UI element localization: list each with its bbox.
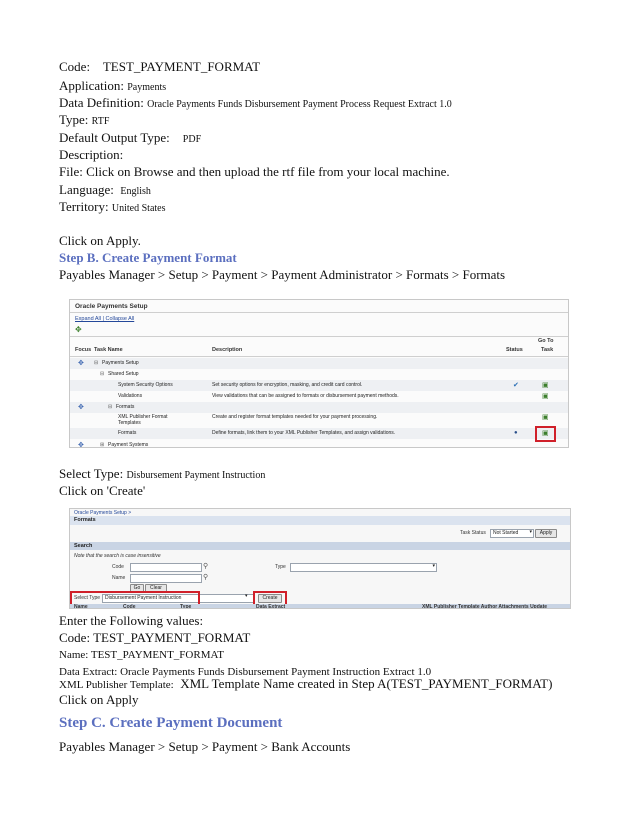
col-focus: Focus [75,347,92,353]
data-definition-value: Oracle Payments Funds Disbursement Payment Process Request Extract 1.0 [147,99,452,110]
go-to-task-icon[interactable]: ▣ [542,414,549,421]
select-type-line [59,466,265,484]
focus-icon[interactable]: ✥ [75,325,82,334]
oracle-payments-setup-screenshot [69,299,569,448]
type-label: Type [275,564,286,570]
checkmark-icon: ✔ [513,382,519,389]
table-row [70,412,568,428]
collapse-toggle-icon[interactable]: ⊟ [108,404,113,410]
table-row [70,440,568,448]
expand-all-link[interactable]: Expand All [75,316,101,322]
table-row [70,428,568,439]
dropdown-arrow-icon: ▾ [529,529,532,535]
language-label: Language: [59,182,114,197]
territory-label: Territory: [59,199,109,214]
collapse-toggle-icon[interactable]: ⊞ [100,442,105,448]
search-icon[interactable]: ⚲ [203,563,209,570]
default-output-value: PDF [182,134,202,145]
go-button[interactable]: Go [130,584,144,593]
task-name: Payments Setup [102,360,139,366]
click-apply-1: Click on Apply. [59,233,141,248]
results-header [70,604,570,609]
col-description: Description [212,347,243,353]
task-name: Shared Setup [108,371,139,377]
file-line: File: Click on Browse and then upload the rtf file from your local machine. [59,164,450,179]
page-title-bar [70,516,570,525]
formats-page-screenshot [69,508,571,609]
divider [70,312,568,313]
focus-icon[interactable]: ✥ [78,442,84,448]
xml-template-label: XML Publisher Template: [59,679,174,691]
code-input[interactable] [130,563,202,572]
language-value: English [120,186,151,197]
xml-template-value: XML Template Name created in Step A(TEST_PAYMENT_FORMAT) [180,676,553,691]
col-code: Code [123,604,136,609]
name-input[interactable] [130,574,202,583]
page-title: Formats [74,517,96,523]
default-output-line [59,130,201,148]
select-type-value: Disbursement Payment Instruction [105,595,182,601]
enter-values-line: Enter the Following values: [59,613,204,628]
col-template-author: XML Publisher Template Author Attachments Update [422,604,548,609]
application-line [59,78,166,96]
focus-icon[interactable]: ✥ [78,404,84,411]
default-output-label: Default Output Type: [59,130,170,145]
task-status-label: Task Status [460,530,486,536]
task-name: Payment Systems [108,442,149,448]
col-goto-2: Task [541,347,554,353]
divider [70,356,568,357]
code-line [59,59,260,75]
step-b-heading: Step B. Create Payment Format [59,250,237,265]
focus-icon[interactable]: ✥ [78,360,84,367]
task-name: System Security Options [118,382,173,388]
setup-title: Oracle Payments Setup [75,303,148,310]
create-button[interactable]: Create [258,594,282,603]
go-to-task-icon[interactable]: ▣ [542,393,549,400]
application-label: Application: [59,78,124,93]
type-line [59,112,109,130]
code-value-line: Code: TEST_PAYMENT_FORMAT [59,630,251,645]
step-c-heading: Step C. Create Payment Document [59,715,283,731]
data-definition-line [59,95,452,113]
col-type: Type [180,604,192,609]
select-type-value: Disbursement Payment Instruction [126,470,266,481]
col-goto-1: Go To [538,338,554,344]
type-select[interactable] [290,563,437,572]
go-to-task-icon[interactable]: ▣ [542,430,549,437]
task-status-select[interactable] [490,529,534,538]
expand-collapse-links: Expand All | Collapse All [75,316,135,322]
task-name: Templates [118,420,141,426]
click-create-line: Click on 'Create' [59,483,146,498]
application-value: Payments [127,82,167,93]
table-row [70,358,568,369]
dropdown-arrow-icon: ▾ [245,593,248,599]
collapse-toggle-icon[interactable]: ⊟ [100,371,105,377]
apply-button[interactable]: Apply [535,529,557,538]
divider [70,336,568,337]
task-description: Set security options for encryption, masking, and credit card control. [212,382,363,388]
col-task-name: Task Name [94,347,123,353]
go-to-task-icon[interactable]: ▣ [542,382,549,389]
col-name: Name [74,604,88,609]
code-label: Code: [59,59,91,74]
col-status: Status [506,347,523,353]
data-definition-label: Data Definition: [59,95,144,110]
type-label: Type: [59,112,89,127]
clear-button[interactable]: Clear [145,584,167,593]
nav-path-b: Payables Manager > Setup > Payment > Payment Administrator > Formats > Formats [59,267,506,282]
search-icon[interactable]: ⚲ [203,574,209,581]
table-row [70,369,568,380]
xml-template-line [59,676,552,693]
search-title: Search [74,543,93,549]
select-type-label: Select Type: [59,466,124,481]
collapse-all-link[interactable]: Collapse All [105,316,135,322]
task-name: Validations [118,393,143,399]
search-header [70,542,570,550]
task-name: XML Publisher Format [118,414,168,420]
dropdown-arrow-icon: ▾ [432,563,435,569]
table-row [70,391,568,402]
table-row [70,380,568,391]
status-dot-icon: ● [514,430,518,436]
select-type-label: Select Type [74,595,101,601]
click-apply-2: Click on Apply [59,692,139,707]
collapse-toggle-icon[interactable]: ⊟ [94,360,99,366]
task-description: View validations that can be assigned to formats or disbursement payment methods. [212,393,399,399]
task-description: Create and register format templates needed for your payment processing. [212,414,378,420]
name-value-line: Name: TEST_PAYMENT_FORMAT [59,649,224,661]
type-value: RTF [91,116,110,127]
code-label: Code [112,564,124,570]
code-value: TEST_PAYMENT_FORMAT [102,59,261,74]
task-status-value: Not Started [493,530,519,536]
search-note: Note that the search is case insensitive [74,553,161,559]
task-name: Formats [118,430,137,436]
data-extract-line: Data Extract: Oracle Payments Funds Disbursement Payment Instruction Extract 1.0 [59,666,432,678]
description-label: Description: [59,147,124,162]
territory-line [59,199,166,217]
task-description: Define formats, link them to your XML Publisher Templates, and assign validations. [212,430,396,436]
name-label: Name [112,575,126,581]
territory-value: United States [111,203,166,214]
task-name: Formats [116,404,135,410]
language-line [59,182,151,200]
nav-path-c: Payables Manager > Setup > Payment > Bank Accounts [59,739,351,754]
breadcrumb[interactable]: Oracle Payments Setup > [74,510,132,516]
col-data-extract: Data Extract [256,604,286,609]
